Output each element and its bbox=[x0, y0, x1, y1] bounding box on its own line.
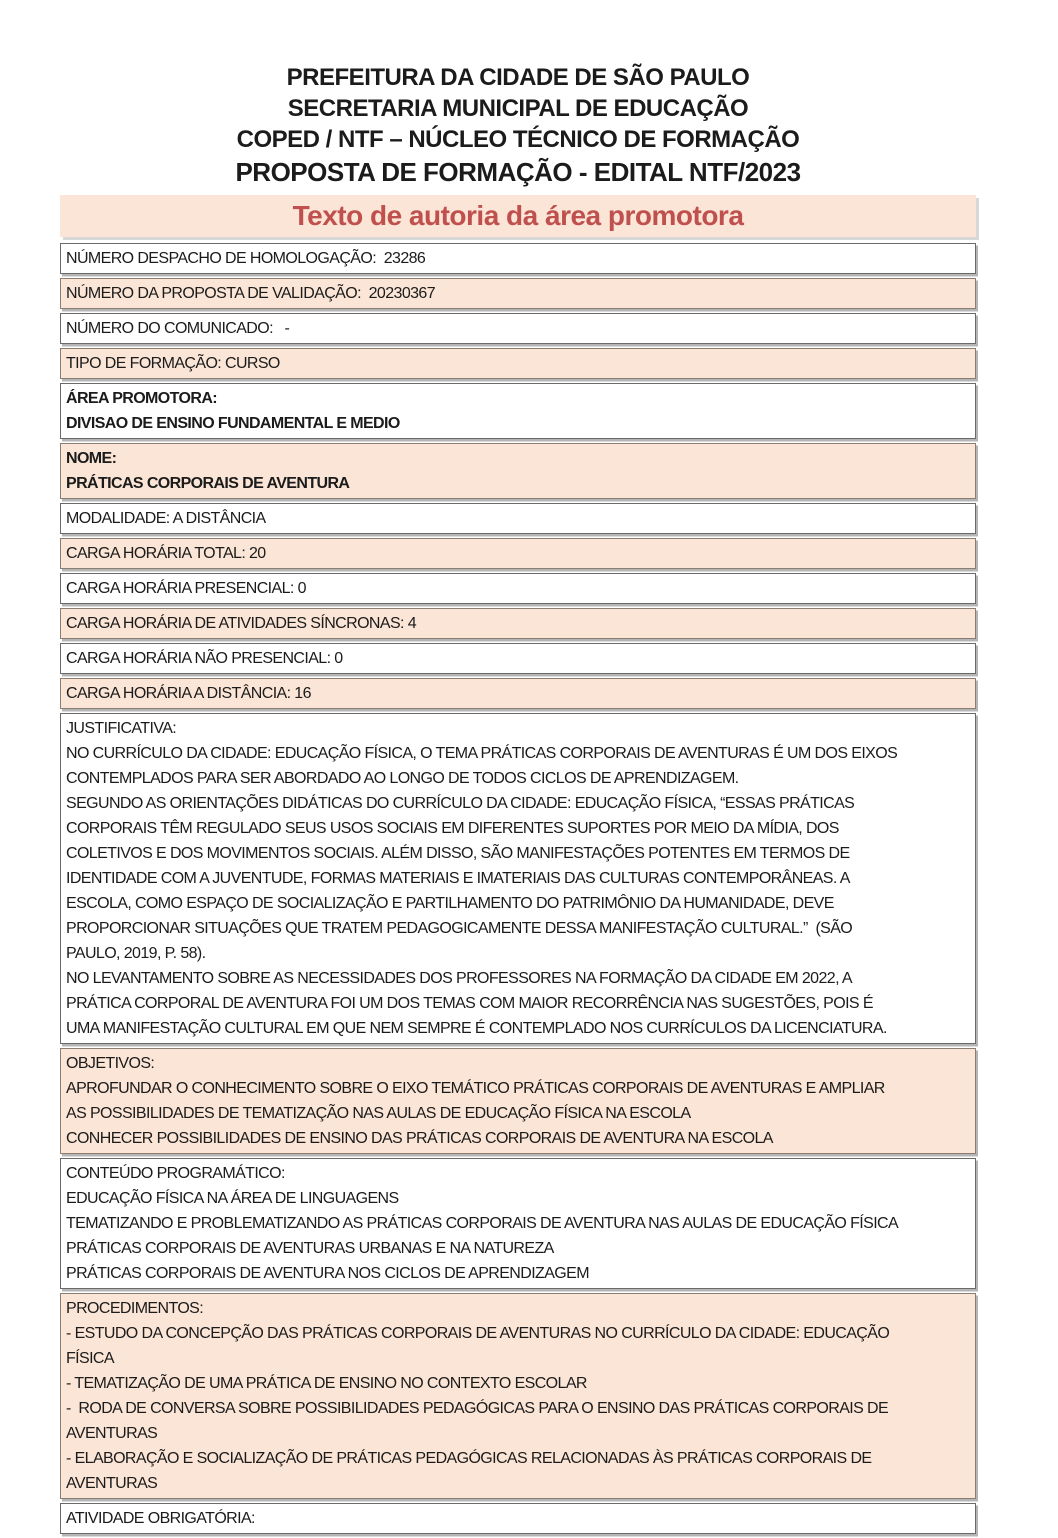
row-atividade-obrigatoria-line: ATIVIDADE OBRIGATÓRIA: bbox=[66, 1510, 255, 1527]
row-conteudo-programatico-line: CONTEÚDO PROGRAMÁTICO: bbox=[66, 1165, 285, 1182]
row-procedimentos-line: PROCEDIMENTOS: bbox=[66, 1300, 204, 1317]
table-row-numero-proposta-validacao bbox=[60, 278, 976, 309]
row-justificativa-line: IDENTIDADE COM A JUVENTUDE, FORMAS MATERIAIS E IMATERIAIS DAS CULTURAS CONTEMPORÂNEAS. A bbox=[66, 870, 850, 887]
table-row-carga-horaria-total bbox=[60, 538, 976, 569]
row-conteudo-programatico-line: PRÁTICAS CORPORAIS DE AVENTURAS URBANAS E NA NATUREZA bbox=[66, 1240, 554, 1257]
row-modalidade-line: MODALIDADE: A DISTÂNCIA bbox=[66, 510, 266, 527]
table-row-procedimentos bbox=[60, 1293, 976, 1499]
row-conteudo-programatico-line: TEMATIZANDO E PROBLEMATIZANDO AS PRÁTICAS CORPORAIS DE AVENTURA NAS AULAS DE EDUCAÇÃO FÍSICA bbox=[66, 1215, 899, 1232]
row-procedimentos-line: - RODA DE CONVERSA SOBRE POSSIBILIDADES PEDAGÓGICAS PARA O ENSINO DAS PRÁTICAS CORPORAIS DE bbox=[66, 1400, 889, 1417]
table-row-carga-horaria-presencial bbox=[60, 573, 976, 604]
row-procedimentos-line: AVENTURAS bbox=[66, 1425, 158, 1442]
row-justificativa-line: ESCOLA, COMO ESPAÇO DE SOCIALIZAÇÃO E PARTILHAMENTO DO PATRIMÔNIO DA HUMANIDADE, DEVE bbox=[66, 895, 834, 912]
row-justificativa-line: PAULO, 2019, P. 58). bbox=[66, 945, 206, 962]
row-numero-despacho-homologacao-line: NÚMERO DESPACHO DE HOMOLOGAÇÃO: 23286 bbox=[66, 250, 426, 267]
row-procedimentos-line: AVENTURAS bbox=[66, 1475, 158, 1492]
row-justificativa-line: UMA MANIFESTAÇÃO CULTURAL EM QUE NEM SEMPRE É CONTEMPLADO NOS CURRÍCULOS DA LICENCIATURA. bbox=[66, 1020, 887, 1037]
row-procedimentos-line: - ESTUDO DA CONCEPÇÃO DAS PRÁTICAS CORPORAIS DE AVENTURAS NO CURRÍCULO DA CIDADE: EDUCAÇÃO bbox=[66, 1325, 890, 1342]
row-procedimentos-line: - ELABORAÇÃO E SOCIALIZAÇÃO DE PRÁTICAS PEDAGÓGICAS RELACIONADAS ÀS PRÁTICAS CORPORAIS DE bbox=[66, 1450, 872, 1467]
row-carga-horaria-presencial-line: CARGA HORÁRIA PRESENCIAL: 0 bbox=[66, 580, 306, 597]
table-row-numero-comunicado bbox=[60, 313, 976, 344]
row-numero-proposta-validacao-line: NÚMERO DA PROPOSTA DE VALIDAÇÃO: 20230367 bbox=[66, 285, 436, 302]
row-justificativa-line: NO LEVANTAMENTO SOBRE AS NECESSIDADES DOS PROFESSORES NA FORMAÇÃO DA CIDADE EM 2022, A bbox=[66, 970, 852, 987]
row-area-promotora-line: DIVISAO DE ENSINO FUNDAMENTAL E MEDIO bbox=[66, 415, 400, 432]
row-carga-horaria-distancia-line: CARGA HORÁRIA A DISTÂNCIA: 16 bbox=[66, 685, 311, 702]
table-row-objetivos bbox=[60, 1048, 976, 1154]
row-objetivos-line: CONHECER POSSIBILIDADES DE ENSINO DAS PRÁTICAS CORPORAIS DE AVENTURA NA ESCOLA bbox=[66, 1130, 773, 1147]
table-row-area-promotora bbox=[60, 383, 976, 439]
row-justificativa-line: JUSTIFICATIVA: bbox=[66, 720, 177, 737]
row-tipo-formacao-line: TIPO DE FORMAÇÃO: CURSO bbox=[66, 355, 280, 372]
header-line-prefeitura: PREFEITURA DA CIDADE DE SÃO PAULO bbox=[286, 64, 750, 91]
row-conteudo-programatico-line: EDUCAÇÃO FÍSICA NA ÁREA DE LINGUAGENS bbox=[66, 1190, 399, 1207]
form-table bbox=[60, 243, 976, 1534]
table-row-carga-horaria-distancia bbox=[60, 678, 976, 709]
row-area-promotora-line: ÁREA PROMOTORA: bbox=[66, 390, 218, 407]
row-carga-horaria-total-line: CARGA HORÁRIA TOTAL: 20 bbox=[66, 545, 266, 562]
document-content bbox=[60, 62, 976, 1538]
row-justificativa-line: SEGUNDO AS ORIENTAÇÕES DIDÁTICAS DO CURRÍCULO DA CIDADE: EDUCAÇÃO FÍSICA, “ESSAS PRÁTICAS bbox=[66, 795, 855, 812]
table-row-carga-horaria-nao-presencial bbox=[60, 643, 976, 674]
row-justificativa-line: PRÁTICA CORPORAL DE AVENTURA FOI UM DOS TEMAS COM MAIOR RECORRÊNCIA NAS SUGESTÕES, POIS É bbox=[66, 995, 873, 1012]
row-objetivos-line: AS POSSIBILIDADES DE TEMATIZAÇÃO NAS AULAS DE EDUCAÇÃO FÍSICA NA ESCOLA bbox=[66, 1105, 691, 1122]
table-row-justificativa bbox=[60, 713, 976, 1044]
table-row-modalidade bbox=[60, 503, 976, 534]
table-row-carga-horaria-sincronas bbox=[60, 608, 976, 639]
table-row-numero-despacho-homologacao bbox=[60, 243, 976, 274]
row-justificativa-line: PROPORCIONAR SITUAÇÕES QUE TRATEM PEDAGOGICAMENTE DESSA MANIFESTAÇÃO CULTURAL.” (SÃO bbox=[66, 920, 853, 937]
row-nome-line: PRÁTICAS CORPORAIS DE AVENTURA bbox=[66, 475, 350, 492]
row-carga-horaria-sincronas-line: CARGA HORÁRIA DE ATIVIDADES SÍNCRONAS: 4 bbox=[66, 615, 417, 632]
row-objetivos-line: OBJETIVOS: bbox=[66, 1055, 155, 1072]
row-justificativa-line: CORPORAIS TÊM REGULADO SEUS USOS SOCIAIS EM DIFERENTES SUPORTES POR MEIO DA MÍDIA, DOS bbox=[66, 820, 839, 837]
table-row-conteudo-programatico bbox=[60, 1158, 976, 1289]
header-line-coped-ntf: COPED / NTF – NÚCLEO TÉCNICO DE FORMAÇÃO bbox=[236, 126, 800, 153]
row-justificativa-line: NO CURRÍCULO DA CIDADE: EDUCAÇÃO FÍSICA, O TEMA PRÁTICAS CORPORAIS DE AVENTURAS É UM DOS EIXOS bbox=[66, 745, 898, 762]
row-numero-comunicado-line: NÚMERO DO COMUNICADO: - bbox=[66, 320, 290, 337]
row-procedimentos-line: - TEMATIZAÇÃO DE UMA PRÁTICA DE ENSINO NO CONTEXTO ESCOLAR bbox=[66, 1375, 587, 1392]
row-justificativa-line: COLETIVOS E DOS MOVIMENTOS SOCIAIS. ALÉM DISSO, SÃO MANIFESTAÇÕES POTENTES EM TERMOS DE bbox=[66, 845, 850, 862]
row-objetivos-line: APROFUNDAR O CONHECIMENTO SOBRE O EIXO TEMÁTICO PRÁTICAS CORPORAIS DE AVENTURAS E AMPLIAR bbox=[66, 1080, 885, 1097]
row-nome-line: NOME: bbox=[66, 450, 117, 467]
row-justificativa-line: CONTEMPLADOS PARA SER ABORDADO AO LONGO DE TODOS CICLOS DE APRENDIZAGEM. bbox=[66, 770, 739, 787]
row-conteudo-programatico-line: PRÁTICAS CORPORAIS DE AVENTURA NOS CICLOS DE APRENDIZAGEM bbox=[66, 1265, 589, 1282]
document-header bbox=[60, 62, 976, 189]
row-carga-horaria-nao-presencial-line: CARGA HORÁRIA NÃO PRESENCIAL: 0 bbox=[66, 650, 343, 667]
table-row-nome bbox=[60, 443, 976, 499]
header-line-secretaria: SECRETARIA MUNICIPAL DE EDUCAÇÃO bbox=[287, 95, 749, 122]
table-row-tipo-formacao bbox=[60, 348, 976, 379]
header-line-proposta-titulo: PROPOSTA DE FORMAÇÃO - EDITAL NTF/2023 bbox=[235, 157, 801, 187]
table-row-atividade-obrigatoria bbox=[60, 1503, 976, 1534]
row-procedimentos-line: FÍSICA bbox=[66, 1350, 114, 1367]
authorship-banner: Texto de autoria da área promotora bbox=[60, 195, 976, 237]
